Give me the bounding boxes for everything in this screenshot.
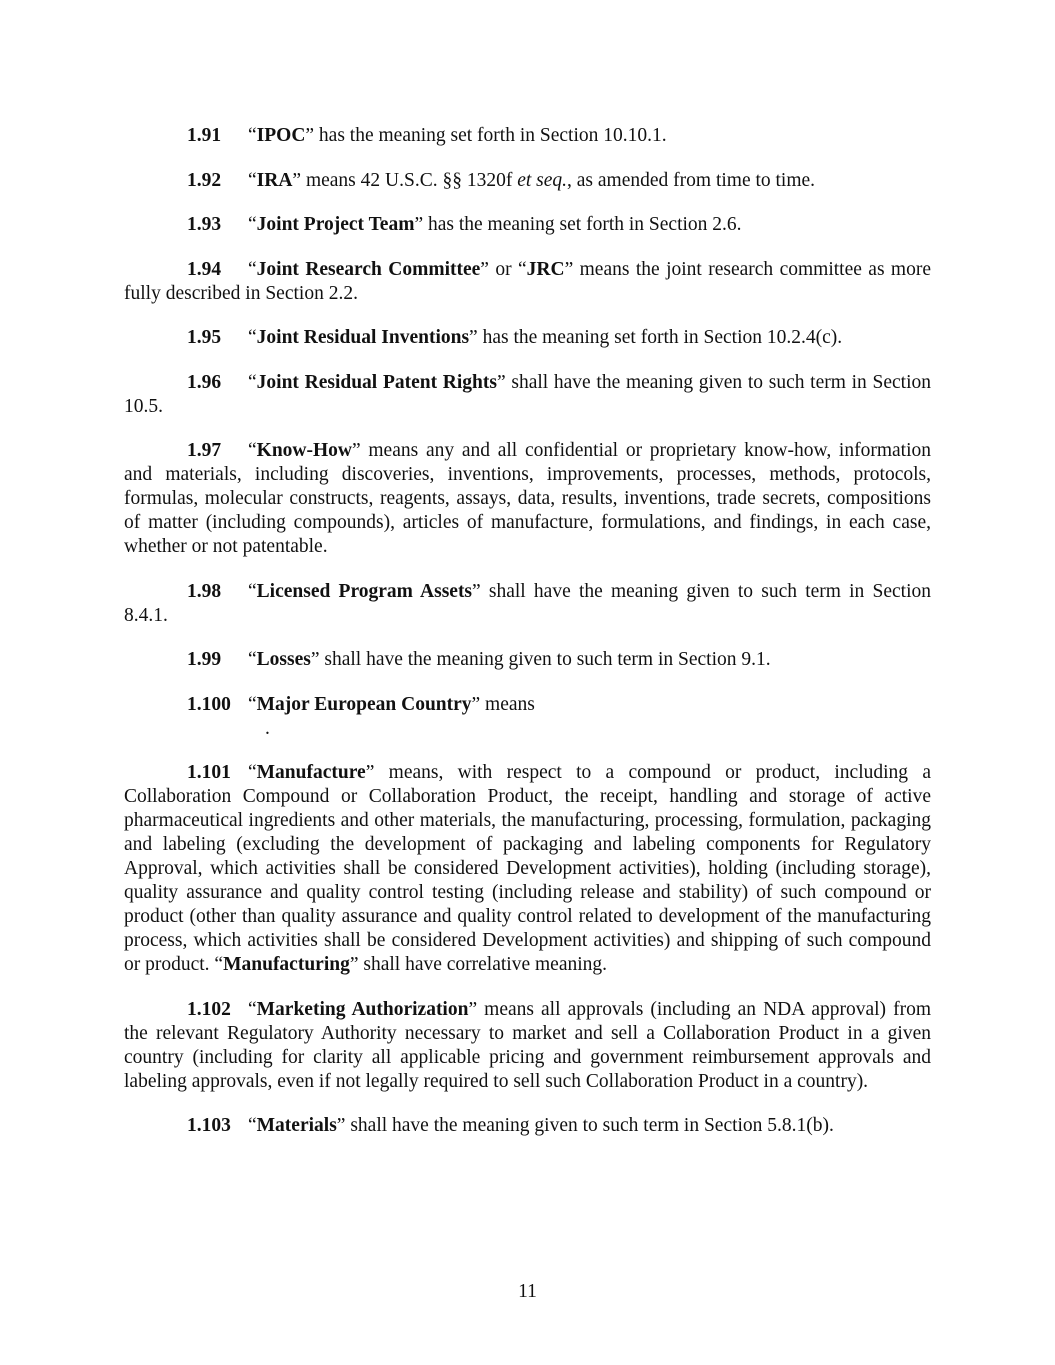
definition-text: ” shall have the meaning given to such term in Section 8.4.1. <box>124 580 932 626</box>
defined-term: IRA <box>256 169 293 191</box>
open-quote: “ <box>248 169 257 191</box>
definition-text-connector: ” or “ <box>480 258 527 280</box>
open-quote: “ <box>248 371 257 393</box>
open-quote: “ <box>248 327 257 348</box>
definition-1-92 <box>124 169 931 193</box>
section-number: 1.93 <box>187 214 222 235</box>
open-quote: “ <box>248 440 257 461</box>
defined-term-abbreviation: JRC <box>526 258 565 280</box>
section-number: 1.99 <box>187 649 222 670</box>
definition-text: ” means <box>471 693 535 715</box>
definition-text: ” means 42 U.S.C. §§ 1320f <box>292 169 518 191</box>
section-number: 1.103 <box>187 1115 231 1136</box>
definition-1-93 <box>124 213 931 237</box>
definition-1-99 <box>124 648 931 672</box>
defined-term: Know-How <box>256 440 352 461</box>
definition-1-96 <box>124 371 931 419</box>
page-number: 11 <box>518 1281 537 1302</box>
definition-text: ” means all approvals (including an NDA approval) from the relevant Regulatory Authority necessary to market and sell a Collaboration Product in a given country (including for clarity all applicable pricing and government reimbursement approvals and labeling approvals, even if not legally required to sell such Collaboration Product in a country). <box>124 998 931 1092</box>
defined-term: Joint Project Team <box>256 214 415 235</box>
definition-1-100 <box>124 693 931 741</box>
definition-text-continued: ” shall have correlative meaning. <box>349 954 608 975</box>
definition-text: ” has the meaning set forth in Section 2.6. <box>414 214 742 235</box>
open-quote: “ <box>248 214 257 235</box>
definition-text: ” shall have the meaning given to such term in Section 10.5. <box>124 371 932 417</box>
redacted-trailing-period: . <box>265 717 270 739</box>
open-quote: “ <box>248 762 257 783</box>
defined-term: IPOC <box>256 125 306 146</box>
definition-1-91 <box>124 124 931 148</box>
open-quote: “ <box>248 580 257 602</box>
defined-term: Major European Country <box>256 693 472 715</box>
section-number: 1.91 <box>187 125 222 146</box>
section-number: 1.102 <box>187 998 231 1020</box>
open-quote: “ <box>248 693 257 715</box>
definition-text: ” has the meaning set forth in Section 10.2.4(c). <box>469 327 843 348</box>
section-number: 1.97 <box>187 440 222 461</box>
defined-term: Losses <box>256 649 311 670</box>
open-quote: “ <box>248 258 257 280</box>
definition-1-95 <box>124 326 931 350</box>
section-number: 1.96 <box>187 371 222 393</box>
section-number: 1.92 <box>187 169 222 191</box>
section-number: 1.100 <box>187 693 231 715</box>
definition-1-102 <box>124 998 931 1094</box>
definition-text: ” means, with respect to a compound or product, including a Collaboration Compound or Collaboration Product, the receipt, handling and storage of active pharmaceutical ingredients and other materials, the manufacturing, processing, formulation, packaging and labeling (excluding the development of packaging and labeling components for Regulatory Approval, which activities shall be considered Development activities), holding (including storage), quality assurance and quality control testing (including release and stability) of such compound or product (other than quality assurance and quality control related to development of the manufacturing process, which activities shall be considered Development activities) and shipping of such compound or product. “ <box>124 762 931 975</box>
definition-1-98 <box>124 580 931 628</box>
defined-term: Manufacture <box>256 762 366 783</box>
definition-1-101 <box>124 761 931 977</box>
definition-1-94 <box>124 258 931 306</box>
definition-1-103 <box>124 1114 931 1138</box>
document-body <box>124 124 931 1159</box>
open-quote: “ <box>248 998 257 1020</box>
section-number: 1.98 <box>187 580 222 602</box>
definition-italic-text: et seq. <box>517 169 568 191</box>
defined-term: Joint Residual Patent Rights <box>256 371 497 393</box>
defined-term: Marketing Authorization <box>256 998 469 1020</box>
definition-text: ” means the joint research committee as more fully described in Section 2.2. <box>124 258 931 304</box>
defined-term: Joint Residual Inventions <box>256 327 470 348</box>
defined-term: Joint Research Committee <box>256 258 481 280</box>
defined-term-variant: Manufacturing <box>223 954 350 975</box>
open-quote: “ <box>248 1115 257 1136</box>
defined-term: Materials <box>256 1115 337 1136</box>
definition-1-97 <box>124 439 931 559</box>
definition-text-continued: , as amended from time to time. <box>567 169 816 191</box>
section-number: 1.95 <box>187 327 222 348</box>
definition-text: ” means any and all confidential or proprietary know-how, information and materials, including discoveries, inventions, improvements, processes, methods, protocols, formulas, molecular constructs, reagents, assays, data, results, inventions, trade secrets, compositions of matter (including compounds), articles of manufacture, formulations, and findings, in each case, whether or not patentable. <box>124 440 931 557</box>
definition-text: ” shall have the meaning given to such term in Section 9.1. <box>310 649 771 670</box>
open-quote: “ <box>248 649 257 670</box>
defined-term: Licensed Program Assets <box>256 580 473 602</box>
definition-text: ” shall have the meaning given to such term in Section 5.8.1(b). <box>336 1115 834 1136</box>
section-number: 1.94 <box>187 258 222 280</box>
definition-text: ” has the meaning set forth in Section 10.10.1. <box>305 125 667 146</box>
open-quote: “ <box>248 125 257 146</box>
section-number: 1.101 <box>187 762 231 783</box>
